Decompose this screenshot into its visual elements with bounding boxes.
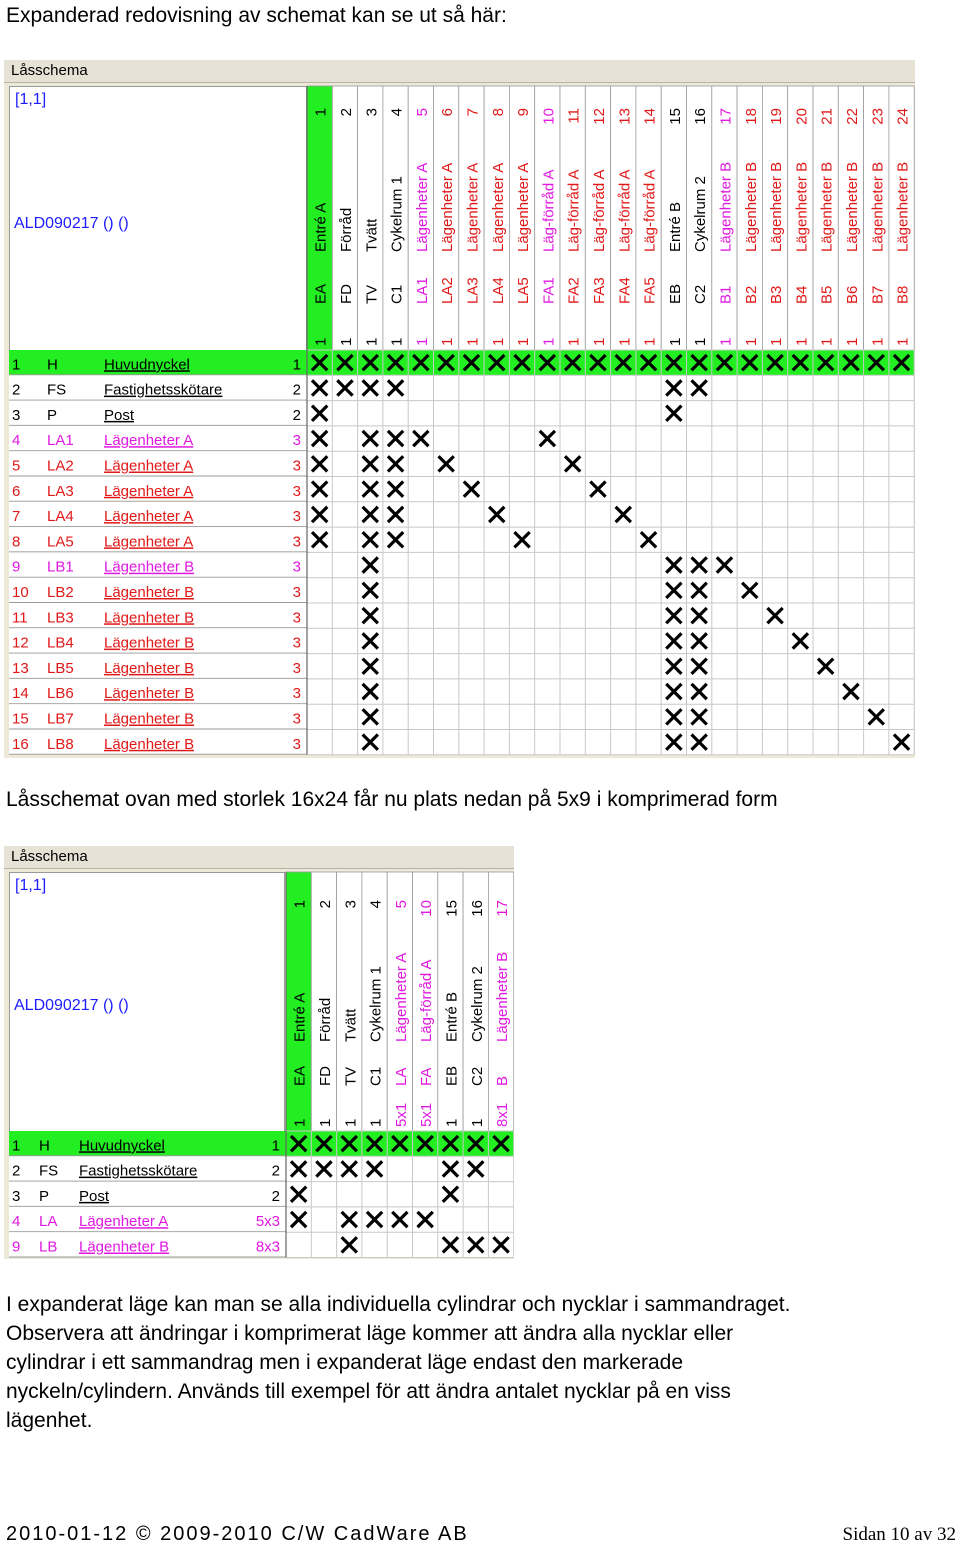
row-number: 9 bbox=[12, 1238, 21, 1256]
column-name: Entré A bbox=[291, 992, 309, 1042]
column-number: 7 bbox=[464, 108, 482, 117]
column-code: FA4 bbox=[616, 277, 634, 304]
row-quantity: 3 bbox=[292, 482, 301, 500]
row-name: Lägenheter B bbox=[104, 609, 195, 627]
row-code: H bbox=[47, 356, 58, 374]
column-quantity: 1 bbox=[439, 337, 457, 346]
column-name: Entré B bbox=[443, 991, 461, 1042]
column-name: Lägenheter B bbox=[818, 161, 836, 252]
row-number: 9 bbox=[12, 558, 21, 576]
column-quantity: 1 bbox=[316, 1118, 334, 1127]
column-quantity: 1 bbox=[342, 1118, 360, 1127]
column-code: TV bbox=[363, 284, 381, 304]
column-number: 16 bbox=[468, 900, 486, 917]
column-name: Lägenheter B bbox=[717, 161, 735, 252]
grid-row-background bbox=[286, 1156, 514, 1181]
column-quantity: 1 bbox=[413, 337, 431, 346]
row-quantity: 1 bbox=[271, 1137, 280, 1155]
row-code: FS bbox=[47, 381, 67, 399]
column-quantity: 1 bbox=[367, 1118, 385, 1127]
row-quantity: 2 bbox=[271, 1162, 280, 1180]
column-number: 8 bbox=[489, 108, 507, 117]
row-code: LB bbox=[39, 1238, 58, 1256]
column-number: 18 bbox=[742, 108, 760, 125]
column-code: LA5 bbox=[515, 277, 533, 304]
lock-schema-grid bbox=[4, 846, 514, 1259]
column-quantity: 1 bbox=[768, 337, 786, 346]
row-name: Fastighetsskötare bbox=[104, 381, 223, 399]
row-name: Lägenheter B bbox=[104, 634, 195, 652]
row-name: Lägenheter A bbox=[104, 533, 194, 551]
column-number: 15 bbox=[443, 900, 461, 917]
column-code: FD bbox=[337, 284, 355, 304]
row-quantity: 2 bbox=[271, 1187, 280, 1205]
column-number: 15 bbox=[666, 108, 684, 125]
column-number: 3 bbox=[342, 900, 360, 909]
column-name: Förråd bbox=[337, 207, 355, 252]
column-code: B1 bbox=[717, 285, 735, 304]
row-quantity: 3 bbox=[292, 533, 301, 551]
column-name: Cykelrum 1 bbox=[367, 966, 385, 1042]
column-name: Lägenheter A bbox=[515, 162, 533, 252]
row-number: 6 bbox=[12, 482, 21, 500]
column-quantity: 1 bbox=[388, 337, 406, 346]
column-name: Cykelrum 2 bbox=[468, 966, 486, 1042]
column-quantity: 8x1 bbox=[494, 1102, 512, 1127]
row-code: LA1 bbox=[47, 432, 74, 450]
row-code: LA2 bbox=[47, 457, 74, 475]
row-number: 12 bbox=[12, 634, 29, 652]
column-quantity: 5x1 bbox=[418, 1102, 436, 1127]
row-code: LB5 bbox=[47, 659, 74, 677]
row-number: 8 bbox=[12, 533, 21, 551]
row-code: LB6 bbox=[47, 685, 74, 703]
row-number: 2 bbox=[12, 1162, 21, 1180]
grid-row-background bbox=[286, 1232, 514, 1257]
column-number: 16 bbox=[692, 108, 710, 125]
row-number: 4 bbox=[12, 1213, 21, 1231]
column-code: FA3 bbox=[590, 277, 608, 304]
row-quantity: 3 bbox=[292, 432, 301, 450]
row-name: Lägenheter B bbox=[79, 1238, 170, 1256]
column-code: C1 bbox=[367, 1066, 385, 1086]
row-header-cell bbox=[9, 1182, 286, 1207]
column-quantity: 1 bbox=[468, 1118, 486, 1127]
column-code: EA bbox=[312, 283, 330, 304]
column-quantity: 1 bbox=[565, 337, 583, 346]
column-code: FA2 bbox=[565, 277, 583, 304]
row-code: LB7 bbox=[47, 710, 74, 728]
column-code: C2 bbox=[692, 284, 710, 304]
column-number: 3 bbox=[363, 108, 381, 117]
column-name: Lägenheter A bbox=[392, 952, 410, 1042]
row-quantity: 2 bbox=[292, 381, 301, 399]
row-code: FS bbox=[39, 1162, 59, 1180]
column-quantity: 1 bbox=[894, 337, 912, 346]
column-name: Cykelrum 1 bbox=[388, 176, 406, 252]
column-number: 6 bbox=[439, 108, 457, 117]
column-name: Lägenheter A bbox=[464, 162, 482, 252]
column-header-cell bbox=[337, 872, 362, 1131]
column-number: 17 bbox=[494, 900, 512, 917]
column-number: 13 bbox=[616, 108, 634, 125]
column-code: EB bbox=[443, 1065, 461, 1086]
column-name: Läg-förråd A bbox=[540, 169, 558, 252]
row-name: Lägenheter B bbox=[104, 558, 195, 576]
row-name: Lägenheter A bbox=[104, 482, 194, 500]
row-code: LA5 bbox=[47, 533, 74, 551]
column-quantity: 1 bbox=[793, 337, 811, 346]
column-code: LA2 bbox=[439, 277, 457, 304]
footer-page-number: Sidan 10 av 32 bbox=[842, 1524, 956, 1545]
column-name: Lägenheter B bbox=[742, 161, 760, 252]
paragraph-line: cylindrar i ett sammandrag men i expanderat läge endast den markerade bbox=[6, 1351, 684, 1374]
column-code: FA5 bbox=[641, 277, 659, 304]
column-code: TV bbox=[342, 1066, 360, 1086]
column-number: 1 bbox=[291, 900, 309, 909]
row-name: Lägenheter B bbox=[104, 584, 195, 601]
column-code: EA bbox=[291, 1065, 309, 1086]
column-name: Cykelrum 2 bbox=[692, 176, 710, 252]
column-quantity: 1 bbox=[515, 337, 533, 346]
column-quantity: 1 bbox=[818, 337, 836, 346]
column-code: B bbox=[494, 1075, 512, 1086]
column-quantity: 1 bbox=[717, 337, 735, 346]
key-system-id: ALD090217 () () bbox=[14, 997, 129, 1014]
row-number: 15 bbox=[12, 710, 29, 728]
column-number: 9 bbox=[515, 108, 533, 117]
row-name: Post bbox=[104, 406, 135, 424]
column-code: B3 bbox=[768, 285, 786, 304]
column-number: 4 bbox=[388, 108, 406, 117]
row-number: 10 bbox=[12, 584, 29, 601]
column-number: 24 bbox=[894, 108, 912, 125]
row-name: Lägenheter B bbox=[104, 659, 195, 677]
row-name: Fastighetsskötare bbox=[79, 1162, 198, 1180]
column-code: FA bbox=[418, 1067, 436, 1086]
column-quantity: 1 bbox=[363, 337, 381, 346]
column-name: Lägenheter B bbox=[894, 161, 912, 252]
column-name: Lägenheter B bbox=[494, 951, 512, 1042]
column-code: FD bbox=[316, 1066, 334, 1086]
lock-schema-window-compressed bbox=[4, 846, 514, 1259]
column-code: C1 bbox=[388, 284, 406, 304]
column-name: Läg-förråd A bbox=[590, 169, 608, 252]
column-code: LA1 bbox=[413, 277, 431, 304]
row-code: H bbox=[39, 1137, 50, 1155]
column-code: B8 bbox=[894, 285, 912, 304]
column-name: Läg-förråd A bbox=[616, 169, 634, 252]
column-name: Lägenheter A bbox=[439, 162, 457, 252]
heading: Expanderad redovisning av schemat kan se ut så här: bbox=[6, 4, 507, 27]
row-name: Lägenheter A bbox=[79, 1213, 169, 1231]
row-quantity: 1 bbox=[292, 356, 301, 374]
corner-coordinates: [1,1] bbox=[15, 91, 47, 108]
row-quantity: 3 bbox=[292, 508, 301, 526]
column-name: Lägenheter B bbox=[793, 161, 811, 252]
column-quantity: 1 bbox=[489, 337, 507, 346]
row-name: Lägenheter B bbox=[104, 710, 195, 728]
column-number: 5 bbox=[392, 900, 410, 909]
row-name: Huvudnyckel bbox=[79, 1137, 165, 1155]
column-code: LA bbox=[392, 1067, 410, 1086]
body-paragraph bbox=[6, 1290, 956, 1435]
row-number: 7 bbox=[12, 508, 21, 526]
row-code: LB2 bbox=[47, 584, 74, 601]
column-number: 19 bbox=[768, 108, 786, 125]
column-quantity: 1 bbox=[291, 1118, 309, 1127]
row-number: 4 bbox=[12, 432, 21, 450]
column-number: 10 bbox=[418, 900, 436, 917]
row-name: Lägenheter B bbox=[104, 735, 195, 753]
column-code: LA3 bbox=[464, 277, 482, 304]
row-name: Post bbox=[79, 1187, 110, 1205]
paragraph-line: Observera att ändringar i komprimerat läge kommer att ändra alla nycklar eller bbox=[6, 1322, 734, 1345]
row-code: P bbox=[47, 406, 58, 424]
column-number: 10 bbox=[540, 108, 558, 125]
row-code: LA4 bbox=[47, 508, 74, 526]
column-name: Förråd bbox=[316, 997, 334, 1042]
column-number: 5 bbox=[413, 108, 431, 117]
row-quantity: 3 bbox=[292, 685, 301, 703]
column-quantity: 1 bbox=[692, 337, 710, 346]
key-system-id: ALD090217 () () bbox=[14, 215, 129, 232]
window-title: Låsschema bbox=[4, 846, 514, 869]
column-code: B2 bbox=[742, 285, 760, 304]
paragraph-line: I expanderat läge kan man se alla individuella cylindrar och nycklar i sammandraget. bbox=[6, 1293, 791, 1316]
row-number: 3 bbox=[12, 1187, 21, 1205]
column-number: 2 bbox=[337, 108, 355, 117]
column-code: B7 bbox=[869, 285, 887, 304]
row-number: 11 bbox=[12, 609, 28, 627]
column-quantity: 1 bbox=[869, 337, 887, 346]
lock-schema-grid bbox=[4, 60, 915, 758]
column-name: Läg-förråd A bbox=[641, 169, 659, 252]
column-quantity: 1 bbox=[590, 337, 608, 346]
column-number: 1 bbox=[312, 108, 330, 117]
column-name: Entré A bbox=[312, 202, 330, 252]
row-code: LB3 bbox=[47, 609, 74, 627]
column-quantity: 1 bbox=[312, 337, 330, 346]
row-quantity: 5x3 bbox=[255, 1213, 280, 1231]
column-quantity: 5x1 bbox=[392, 1102, 410, 1127]
row-code: LB1 bbox=[47, 558, 74, 576]
column-name: Tvätt bbox=[342, 1008, 360, 1042]
paragraph-line: nyckeln/cylindern. Används till exempel för att ändra antalet nycklar på en viss bbox=[6, 1380, 731, 1403]
column-number: 23 bbox=[869, 108, 887, 125]
column-code: FA1 bbox=[540, 277, 558, 304]
row-quantity: 3 bbox=[292, 457, 301, 475]
row-number: 1 bbox=[12, 1137, 21, 1155]
row-name: Lägenheter B bbox=[104, 685, 195, 703]
row-code: LB4 bbox=[47, 634, 74, 652]
column-name: Lägenheter B bbox=[843, 161, 861, 252]
row-quantity: 3 bbox=[292, 558, 301, 576]
column-quantity: 1 bbox=[641, 337, 659, 346]
row-quantity: 8x3 bbox=[255, 1238, 280, 1256]
column-number: 21 bbox=[818, 108, 836, 125]
paragraph-line: lägenhet. bbox=[6, 1409, 93, 1432]
row-number: 16 bbox=[12, 735, 29, 753]
column-code: C2 bbox=[468, 1066, 486, 1086]
row-number: 5 bbox=[12, 457, 21, 475]
column-quantity: 1 bbox=[540, 337, 558, 346]
column-name: Lägenheter A bbox=[489, 162, 507, 252]
row-number: 13 bbox=[12, 659, 29, 677]
row-name: Huvudnyckel bbox=[104, 356, 190, 374]
column-quantity: 1 bbox=[742, 337, 760, 346]
window-title: Låsschema bbox=[4, 60, 915, 83]
column-number: 4 bbox=[367, 900, 385, 909]
row-quantity: 3 bbox=[292, 609, 301, 627]
column-number: 17 bbox=[717, 108, 735, 125]
row-code: P bbox=[39, 1187, 50, 1205]
column-name: Läg-förråd A bbox=[418, 959, 436, 1042]
column-number: 20 bbox=[793, 108, 811, 125]
column-name: Lägenheter B bbox=[768, 161, 786, 252]
column-name: Läg-förråd A bbox=[565, 169, 583, 252]
row-quantity: 3 bbox=[292, 584, 301, 601]
column-quantity: 1 bbox=[464, 337, 482, 346]
row-number: 2 bbox=[12, 381, 21, 399]
column-quantity: 1 bbox=[616, 337, 634, 346]
column-header-cell bbox=[358, 86, 383, 350]
row-name: Lägenheter A bbox=[104, 457, 194, 475]
column-name: Lägenheter A bbox=[413, 162, 431, 252]
row-number: 3 bbox=[12, 406, 21, 424]
row-quantity: 3 bbox=[292, 659, 301, 677]
footer-copyright: 2010-01-12 © 2009-2010 C/W CadWare AB bbox=[6, 1523, 469, 1545]
column-number: 14 bbox=[641, 108, 659, 125]
column-code: LA4 bbox=[489, 277, 507, 304]
column-quantity: 1 bbox=[666, 337, 684, 346]
corner-coordinates: [1,1] bbox=[15, 877, 47, 894]
row-number: 1 bbox=[12, 356, 21, 374]
column-number: 22 bbox=[843, 108, 861, 125]
column-quantity: 1 bbox=[443, 1118, 461, 1127]
row-quantity: 2 bbox=[292, 406, 301, 424]
column-code: B6 bbox=[843, 285, 861, 304]
row-quantity: 3 bbox=[292, 710, 301, 728]
column-code: EB bbox=[666, 283, 684, 304]
lock-schema-window-expanded bbox=[4, 60, 915, 758]
grid-row-background bbox=[286, 1182, 514, 1207]
column-quantity: 1 bbox=[843, 337, 861, 346]
column-code: B5 bbox=[818, 285, 836, 304]
mid-text: Låsschemat ovan med storlek 16x24 får nu plats nedan på 5x9 i komprimerad form bbox=[6, 788, 778, 811]
column-name: Lägenheter B bbox=[869, 161, 887, 252]
row-number: 14 bbox=[12, 685, 29, 703]
column-quantity: 1 bbox=[337, 337, 355, 346]
column-code: B4 bbox=[793, 285, 811, 304]
row-code: LB8 bbox=[47, 735, 74, 753]
column-name: Tvätt bbox=[363, 218, 381, 252]
column-number: 12 bbox=[590, 108, 608, 125]
column-number: 2 bbox=[316, 900, 334, 909]
row-code: LA bbox=[39, 1213, 58, 1231]
row-quantity: 3 bbox=[292, 634, 301, 652]
row-quantity: 3 bbox=[292, 735, 301, 753]
row-name: Lägenheter A bbox=[104, 508, 194, 526]
row-name: Lägenheter A bbox=[104, 432, 194, 450]
row-code: LA3 bbox=[47, 482, 74, 500]
column-number: 11 bbox=[565, 108, 583, 124]
column-name: Entré B bbox=[666, 201, 684, 252]
